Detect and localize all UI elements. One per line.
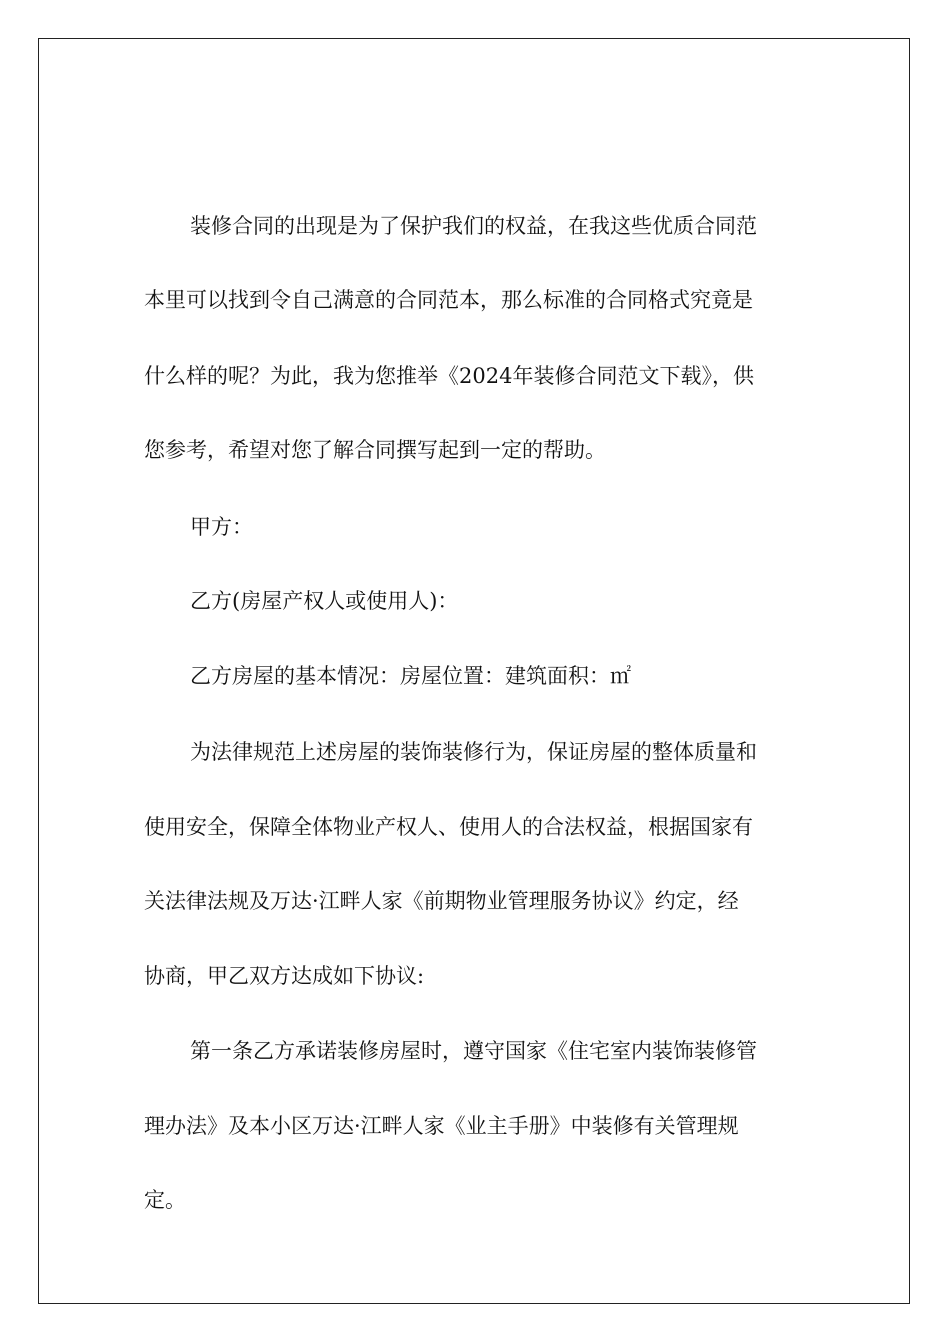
paragraph-purpose-line-1: 为法律规范上述房屋的装饰装修行为，保证房屋的整体质量和 bbox=[190, 740, 757, 764]
paragraph-intro-line-3: 什么样的呢？为此，我为您推举《2024年装修合同范文下载》，供 bbox=[144, 364, 754, 388]
paragraph-intro-line-4: 您参考，希望对您了解合同撰写起到一定的帮助。 bbox=[144, 438, 606, 462]
paragraph-intro-line-2: 本里可以找到令自己满意的合同范本，那么标准的合同格式究竟是 bbox=[144, 288, 753, 312]
party-a-line: 甲方： bbox=[190, 515, 253, 539]
paragraph-purpose-line-2: 使用安全，保障全体物业产权人、使用人的合法权益，根据国家有 bbox=[144, 815, 753, 839]
property-info-line: 乙方房屋的基本情况：房屋位置：建筑面积：㎡ bbox=[190, 664, 631, 688]
article-one-line-3: 定。 bbox=[144, 1188, 186, 1212]
paragraph-purpose-line-3: 关法律法规及万达·江畔人家《前期物业管理服务协议》约定，经 bbox=[144, 889, 739, 913]
article-one-line-1: 第一条乙方承诺装修房屋时，遵守国家《住宅室内装饰装修管 bbox=[190, 1039, 757, 1063]
paragraph-intro-line-1: 装修合同的出现是为了保护我们的权益，在我这些优质合同范 bbox=[190, 214, 757, 238]
party-b-line: 乙方(房屋产权人或使用人)： bbox=[190, 589, 459, 613]
article-one-line-2: 理办法》及本小区万达·江畔人家《业主手册》中装修有关管理规 bbox=[144, 1114, 739, 1138]
paragraph-purpose-line-4: 协商，甲乙双方达成如下协议: bbox=[144, 964, 425, 988]
